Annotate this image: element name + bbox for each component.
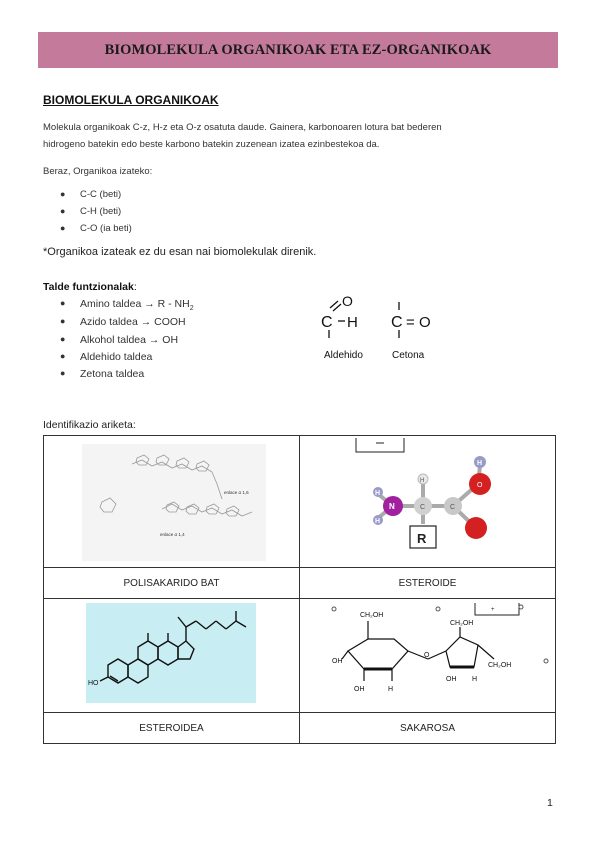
atom-r: R: [417, 531, 427, 546]
atom-c2: C: [450, 504, 456, 511]
steroid-image-cell: [44, 599, 300, 713]
atom-h1: H: [375, 490, 381, 497]
atom-o: O: [477, 482, 483, 489]
svg-text:+: +: [491, 607, 495, 613]
caption-polysaccharide: POLISAKARIDO BAT: [44, 568, 300, 599]
ketone-oxygen: O: [419, 314, 431, 331]
condition-intro: Beraz, Organikoa izateko:: [43, 166, 153, 177]
sucrose-rings: [342, 621, 494, 681]
sucrose-ch2oh-2: CH₂OH: [450, 620, 474, 627]
page-number: 1: [547, 797, 553, 809]
section-heading: BIOMOLEKULA ORGANIKOAK: [43, 93, 219, 107]
polysaccharide-image-cell: [44, 436, 300, 568]
page-title: BIOMOLEKULA ORGANIKOAK ETA EZ-ORGANIKOAK: [104, 41, 492, 58]
alpha-16-label: enlace α 1,6: [224, 490, 249, 495]
aldehyde-hydrogen: H: [347, 314, 358, 331]
amino-acid-image: [348, 436, 518, 566]
sucrose-h-2: H: [472, 676, 478, 683]
ketone-label: Cetona: [392, 350, 425, 361]
amino-acid-image-cell: [300, 436, 556, 568]
sucrose-bridge-o: O: [424, 652, 430, 659]
functional-groups-diagram: [318, 292, 448, 366]
exercise-label: Identifikazio ariketa:: [43, 419, 136, 431]
title-banner: [38, 32, 558, 68]
functional-groups-label: Talde funtzionalak:: [43, 281, 137, 293]
caption-steroidea: ESTEROIDEA: [44, 713, 300, 744]
bullet-icon: ●: [60, 351, 66, 361]
bullet-icon: ●: [60, 334, 66, 344]
bullet-icon: ●: [60, 298, 66, 308]
atom-h2: H: [375, 518, 381, 525]
aldehyde-carbon: C: [321, 314, 333, 331]
intro-paragraph: [43, 119, 553, 153]
bullet-icon: ●: [60, 316, 66, 326]
ketone-carbon: C: [391, 314, 403, 331]
atom-h4: H: [477, 460, 483, 467]
identification-table: [43, 435, 556, 744]
note: *Organikoa izateak ez du esan nai biomolekulak direnik.: [43, 246, 317, 258]
bullet-icon: ●: [60, 189, 66, 199]
sucrose-oh-2: OH: [332, 658, 343, 665]
ketone-double-bond: =: [406, 314, 415, 331]
steroid-image: [86, 603, 256, 703]
steroid-ho-label: HO: [88, 680, 99, 687]
polysaccharide-image: [82, 444, 266, 561]
sucrose-oh-1: OH: [354, 686, 365, 693]
sucrose-image: [328, 601, 552, 709]
bullet-icon: ●: [60, 368, 66, 378]
bullet-icon: ●: [60, 223, 66, 233]
sucrose-ch2oh-1: CH₂OH: [360, 612, 384, 619]
aldehyde-label: Aldehido: [324, 350, 363, 361]
sucrose-image-cell: [300, 599, 556, 713]
intro-line-2: hidrogeno batekin edo beste karbono batekin zuzenean izatea ezinbestekoa da.: [43, 139, 380, 150]
intro-line-1: Molekula organikoak C-z, H-z eta O-z osatuta daude. Gainera, karbonoaren lotura bat bederen: [43, 122, 442, 133]
atom-h3: H: [420, 478, 425, 484]
atom-c1: C: [420, 504, 426, 511]
sucrose-h-1: H: [388, 686, 394, 693]
sucrose-oh-3: OH: [446, 676, 457, 683]
caption-sakarosa: SAKAROSA: [300, 713, 556, 744]
atom-n: N: [389, 502, 395, 511]
bullet-icon: ●: [60, 206, 66, 216]
alpha-14-label: enlace α 1,4: [160, 532, 185, 537]
caption-steroide: ESTEROIDE: [300, 568, 556, 599]
aldehyde-oxygen: O: [342, 293, 353, 309]
sucrose-ch2oh-3: CH₂OH: [488, 662, 512, 669]
